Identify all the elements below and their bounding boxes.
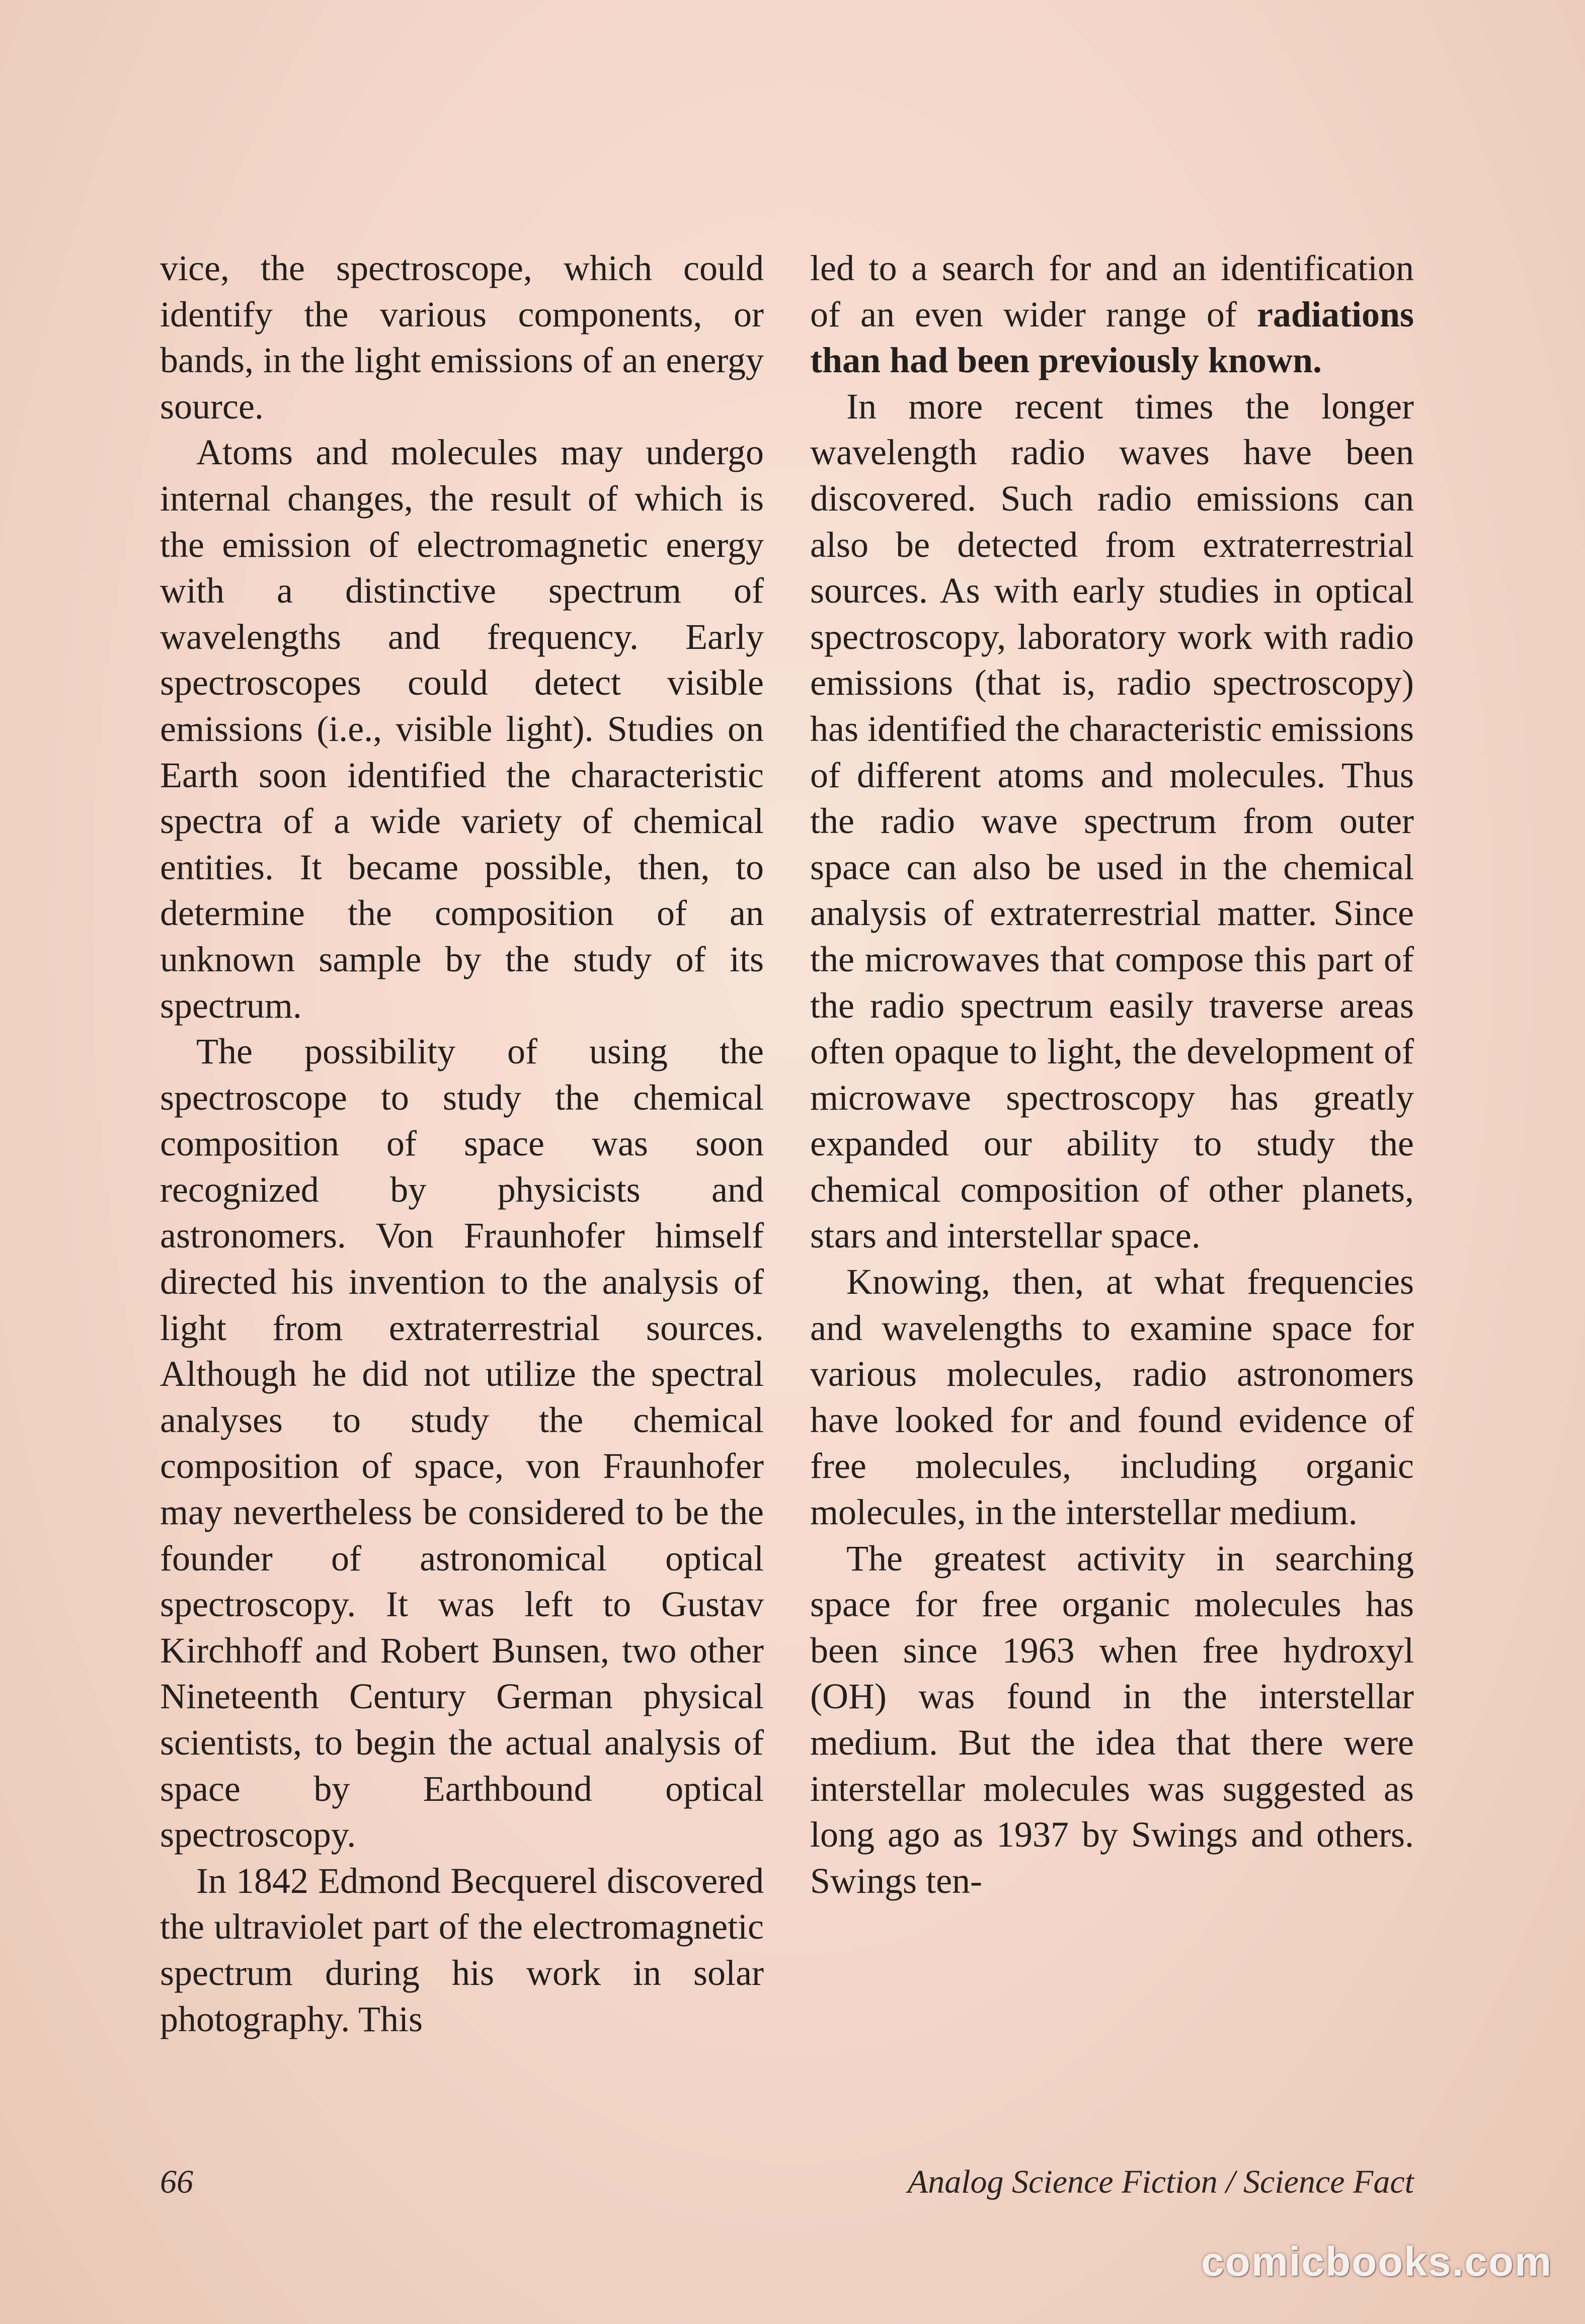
watermark: comicbooks.com [1201, 2239, 1552, 2285]
page-number: 66 [160, 2164, 193, 2200]
paragraph [810, 245, 1414, 384]
left-text-column [160, 245, 764, 2042]
paragraph: Knowing, then, at what frequencies and wavelengths to examine space for various molecules, radio astronomers have looked for and found evidence of free molecules, including organic molecules, in the interstellar medium. [810, 1262, 1414, 1533]
paragraph: Atoms and molecules may undergo internal changes, the result of which is the emission of electromagnetic energy with a distinctive spectrum of wavelengths and frequency. Early spectroscopes could detect visible emissions (i.e., visible light). Studies on Earth soon identified the characteristic spectra of a wide variety of chemical entities. It became possible, then, to determine the composition of an unknown sample by the study of its spectrum. [160, 432, 764, 1026]
magazine-title: Analog Science Fiction / Science Fact [907, 2164, 1414, 2200]
paragraph: The greatest activity in searching space for free organic molecules has been since 1963 when free hydroxyl (OH) was found in the interstellar medium. But the idea that there were interstellar molecules was suggested as long ago as 1937 by Swings and others. Swings ten- [810, 1538, 1414, 1901]
paragraph: In more recent times the longer wavelength radio waves have been discovered. Such radio emissions can also be detected from extraterrestrial sources. As with early studies in optical spectroscopy, laboratory work with radio emissions (that is, radio spectroscopy) has identified the characteristic emissions of different atoms and molecules. Thus the radio wave spectrum from outer space can also be used in the chemical analysis of extraterrestrial matter. Since the microwaves that compose this part of the radio spectrum easily traverse areas often opaque to light, the development of microwave spectroscopy has greatly expanded our ability to study the chemical composition of other planets, stars and interstellar space. [810, 386, 1414, 1256]
paragraph: In 1842 Edmond Becquerel discovered the ultraviolet part of the electromagnetic spectrum during his work in solar photography. This [160, 1860, 764, 2039]
paragraph: The possibility of using the spectroscope to study the chemical composition of space was soon recognized by physicists and astronomers. Von Fraunhofer himself directed his invention to the analysis of light from extraterrestrial sources. Although he did not utilize the spectral analyses to study the chemical composition of space, von Fraunhofer may nevertheless be considered to be the founder of astronomical optical spectroscopy. It was left to Gustav Kirchhoff and Robert Bunsen, two other Nineteenth Century German physical scientists, to begin the actual analysis of space by Earthbound optical spectroscopy. [160, 1031, 764, 1855]
right-text-column [810, 245, 1414, 1904]
paragraph: vice, the spectroscope, which could identify the various components, or bands, in the light emissions of an energy source. [160, 248, 764, 427]
paragraph-text: led to a search for and an identification of an even wider range of [810, 248, 1414, 335]
paragraph-text-bold: radiations than had been previously known. [810, 294, 1414, 381]
